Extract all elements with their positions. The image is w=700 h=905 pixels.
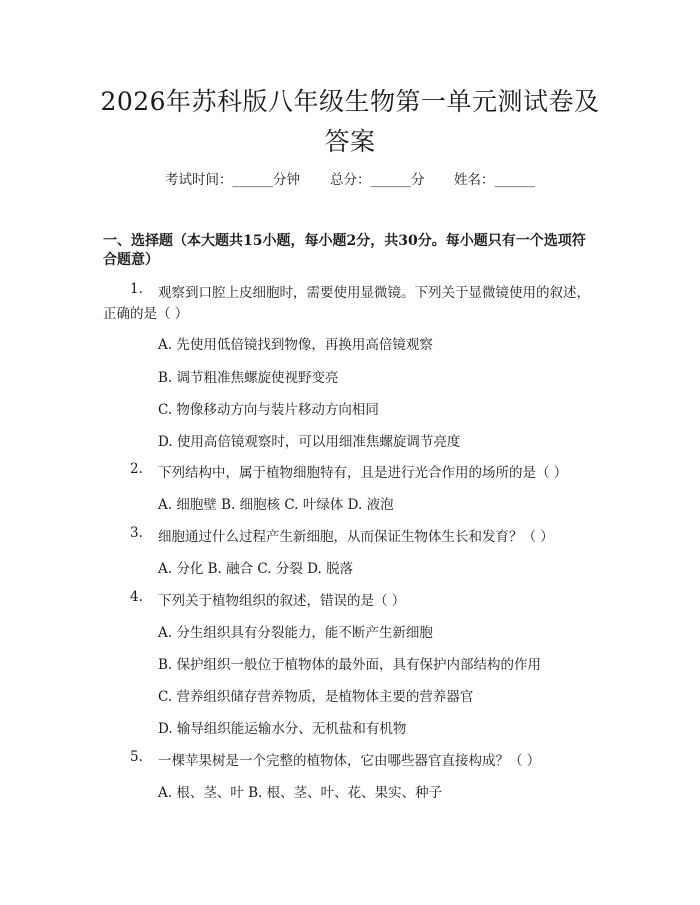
q1-option-d: D. 使用高倍镜观察时，可以用细准焦螺旋调节亮度 xyxy=(158,434,461,450)
q1-option-b: B. 调节粗准焦螺旋使视野变亮 xyxy=(158,370,339,386)
question-number: 2. xyxy=(130,461,143,477)
question-number: 1. xyxy=(130,281,143,297)
question-text: 一棵苹果树是一个完整的植物体，它由哪些器官直接构成？（ ） xyxy=(158,753,541,769)
q1-option-c: C. 物像移动方向与装片移动方向相同 xyxy=(158,402,379,418)
exam-title-line1: 2026年苏科版八年级生物第一单元测试卷及 xyxy=(100,87,600,116)
q2-options: A. 细胞壁 B. 细胞核 C. 叶绿体 D. 液泡 xyxy=(158,497,394,513)
section-heading xyxy=(103,232,603,270)
question-1-text-continued: 正确的是（ ） xyxy=(103,306,189,322)
q4-option-d: D. 输导组织能运输水分、无机盐和有机物 xyxy=(158,721,407,737)
q4-option-a: A. 分生组织具有分裂能力，能不断产生新细胞 xyxy=(158,625,433,641)
total-score-field: 总分：______分 xyxy=(330,172,425,188)
student-name-field: 姓名：______ xyxy=(454,172,535,188)
exam-title xyxy=(60,82,640,162)
q3-options: A. 分化 B. 融合 C. 分裂 D. 脱落 xyxy=(158,561,354,577)
question-number: 5. xyxy=(130,749,143,765)
q1-option-a: A. 先使用低倍镜找到物像，再换用高倍镜观察 xyxy=(158,337,433,353)
question-text: 下列结构中，属于植物细胞特有，且是进行光合作用的场所的是（ ） xyxy=(158,465,568,481)
exam-time-field: 考试时间：______分钟 xyxy=(165,172,300,188)
question-text: 观察到口腔上皮细胞时，需要使用显微镜。下列关于显微镜使用的叙述， xyxy=(158,285,590,301)
question-number: 3. xyxy=(130,525,143,541)
question-number: 4. xyxy=(130,589,143,605)
question-text: 细胞通过什么过程产生新细胞，从而保证生物体生长和发育？（ ） xyxy=(158,529,554,545)
q4-option-c: C. 营养组织储存营养物质，是植物体主要的营养器官 xyxy=(158,689,474,705)
q5-options: A. 根、茎、叶 B. 根、茎、叶、花、果实、种子 xyxy=(158,785,443,801)
section-heading-line1: 一、选择题（本大题共15小题，每小题2分，共30分。每小题只有一个选项符 xyxy=(103,233,586,249)
exam-title-line2: 答案 xyxy=(324,127,376,156)
exam-meta xyxy=(0,168,700,188)
question-text: 下列关于植物组织的叙述，错误的是（ ） xyxy=(158,593,406,609)
section-heading-line2: 合题意） xyxy=(103,252,159,268)
q4-option-b: B. 保护组织一般位于植物体的最外面，具有保护内部结构的作用 xyxy=(158,657,542,673)
